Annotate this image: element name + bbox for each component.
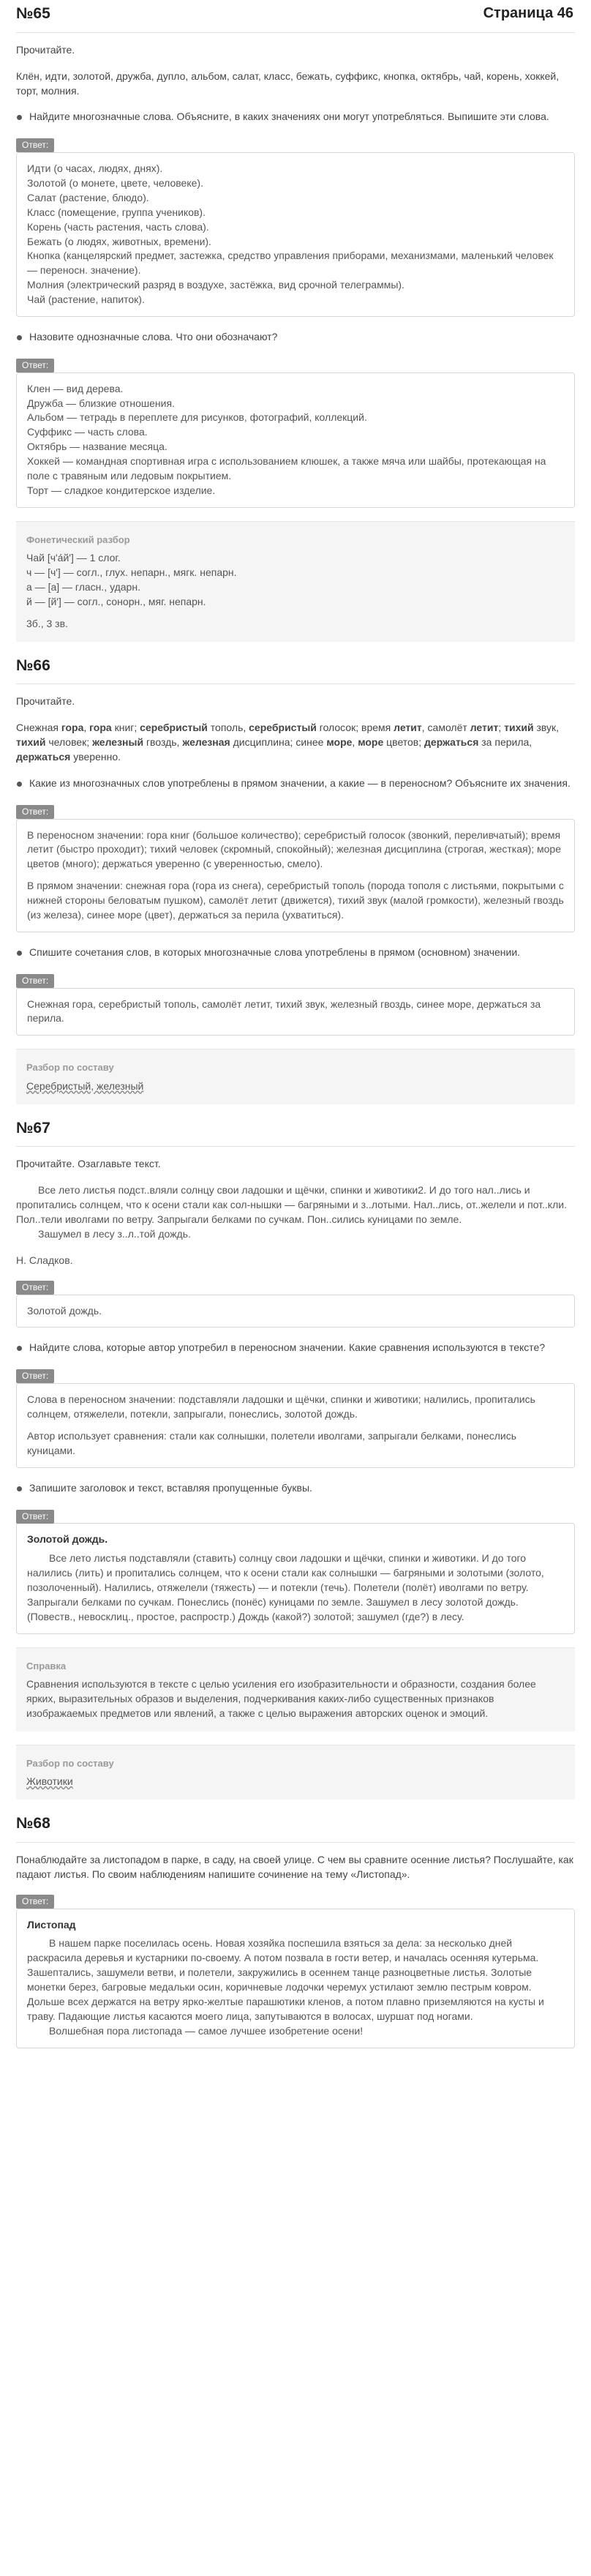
answer-label: Ответ: <box>16 974 54 988</box>
morpheme-analysis <box>16 1745 575 1800</box>
phonetic-line: Чай [ч'а́й'] — 1 слог. <box>26 552 121 564</box>
morpheme-words: Серебристый, железный <box>26 1079 144 1092</box>
answer-paragraph: В прямом значении: снежная гора (гора из снега), серебристый тополь (порода тополя с листьями, покрытыми с нижней стороны беловатым пушком), самолёт летит (движется), тихий звук (малой громкости), железный гвоздь (из железа), синее море (цвет), держаться за перила (ухватиться). <box>27 880 564 921</box>
answer-paragraph: Золотой дождь. <box>27 1304 102 1317</box>
page-number: Страница 46 <box>483 5 573 21</box>
exercise-67 <box>16 1117 575 1800</box>
answer-label: Ответ: <box>16 138 54 152</box>
exercise-67-answer-2 <box>16 1523 575 1633</box>
text-paragraph: Все лето листья подст..вляли солнцу свои ладошки и щёчки, спинки и животики2. И до того нал..лись и пропитались солнцем, что к осени стали как сол-нышки — багряными и з..лотыми. Нал..лись, от..желели и пот..кли. Пол..тели иволгами по ветру. Запрыгали белками по сучкам. Пон..сились куницами по земле. <box>16 1184 567 1226</box>
answer-label: Ответ: <box>16 359 54 372</box>
exercise-67-question-2: Запишите заголовок и текст, вставляя пропущенные буквы. <box>16 1481 575 1496</box>
exercise-66-prompt: Прочитайте. <box>16 695 75 708</box>
answer-line: Хоккей — командная спортивная игра с использованием клюшек, а также мяча или шайбы, протекающая на поле с травяным или ледовым покрытием. <box>27 455 546 482</box>
answer-line: Бежать (о людях, животных, времени). <box>27 235 211 247</box>
answer-line: Альбом — тетрадь в переплете для рисунков, фотографий, коллекций. <box>27 411 367 424</box>
answer-line: Идти (о часах, людях, днях). <box>27 162 163 175</box>
exercise-67-title: №67 <box>16 1119 50 1137</box>
morpheme-words: Животики <box>26 1775 73 1788</box>
answer-line: Молния (электрический разряд в воздухе, застёжка, вид срочной телеграммы). <box>27 279 404 291</box>
exercise-67-prompt: Прочитайте. Озаглавьте текст. <box>16 1158 161 1170</box>
answer-line: Кнопка (канцелярский предмет, застежка, средство управления приборами, механизмами, маленький человек — переносн. значение). <box>27 250 554 277</box>
phonetic-spacer <box>26 610 565 617</box>
morpheme-analysis <box>16 1049 575 1104</box>
exercise-68-answer <box>16 1909 575 2048</box>
exercise-65-answer-1 <box>16 152 575 317</box>
answer-paragraph: Автор использует сравнения: стали как солнышки, полетели иволгами, запрыгали белками, понеслись куницами. <box>27 1429 517 1456</box>
answer-line: Клен — вид дерева. <box>27 382 124 394</box>
answer-line: Суффикс — часть слова. <box>27 426 148 438</box>
divider <box>16 1146 575 1147</box>
answer-label: Ответ: <box>16 1281 54 1295</box>
answer-paragraph: Волшебная пора листопада — самое лучшее изобретение осени! <box>49 2024 364 2037</box>
answer-line: Салат (растение, блюдо). <box>27 191 149 203</box>
exercise-68 <box>16 1813 575 2048</box>
exercise-65-prompt: Прочитайте. <box>16 43 75 56</box>
exercise-65 <box>16 0 575 642</box>
divider <box>16 1842 575 1843</box>
divider <box>16 32 575 33</box>
exercise-66 <box>16 655 575 1104</box>
phonetic-line: 3б., 3 зв. <box>26 617 68 629</box>
answer-paragraph: В переносном значении: гора книг (большое количество); серебристый голосок (звонкий, переливчатый); время летит (быстро проходит); тихий человек (скромный, спокойный); железная дисциплина (строгая, жесткая); море цветов (много); держаться уверенно (с уверенностью, смело). <box>27 828 561 870</box>
phonetic-analysis-title: Фонетический разбор <box>26 533 130 545</box>
reference-section <box>16 1647 575 1731</box>
exercise-68-prompt: Понаблюдайте за листопадом в парке, в саду, на своей улице. С чем вы сравните осенние листья? Послушайте, как падают листья. По своим наблюдениям напишите сочинение на тему «Листопад». <box>16 1853 573 1880</box>
morpheme-analysis-title: Разбор по составу <box>26 1062 114 1074</box>
exercise-67-answer-1 <box>16 1383 575 1468</box>
answer-line: Класс (помещение, группа учеников). <box>27 206 206 218</box>
text-paragraph: Зашумел в лесу з..л..той дождь. <box>38 1227 191 1240</box>
exercise-67-text <box>16 1183 575 1242</box>
exercise-66-question-2: Спишите сочетания слов, в которых многозначные слова употреблены в прямом (основном) значении. <box>16 946 575 960</box>
answer-line: Дружба — близкие отношения. <box>27 397 175 409</box>
answer-paragraph: Все лето листья подставляли (ставить) солнцу свои ладошки и щёчки, спинки и животики. И до того налились (лить) и пропитались солнцем, что к осени стали как солнышки — багряными и золотыми (золото, позолоченный). Налились, отяжелели (тяжесть) — и потекли (течь). Полетели (полёт) иволгами по ветру. Запрыгали белками по сучкам. Понеслись (понёс) куницами по земле. Зашумел в лесу золотой дождь. (Повеств., невосклиц., простое, распростр.) Дождь (какой?) золотой; зашумел (где?) в лесу. <box>27 1552 544 1622</box>
exercise-67-answer-title <box>16 1295 575 1328</box>
answer-line: Золотой (о монете, цвете, человеке). <box>27 177 203 190</box>
answer-line: Корень (часть растения, часть слова). <box>27 220 209 233</box>
exercise-65-words: Клён, идти, золотой, дружба, дупло, альбом, салат, класс, бежать, суффикс, кнопка, октябрь, чай, корень, хоккей, торт, молния. <box>16 70 560 97</box>
exercise-65-answer-2 <box>16 372 575 508</box>
exercise-66-title: №66 <box>16 656 50 674</box>
exercise-65-question-2: Назовите однозначные слова. Что они обозначают? <box>16 330 575 345</box>
phonetic-analysis <box>16 521 575 642</box>
answer-title: Золотой дождь. <box>27 1533 108 1546</box>
reference-title: Справка <box>26 1660 67 1671</box>
exercise-66-answer-1 <box>16 819 575 932</box>
answer-label: Ответ: <box>16 805 54 819</box>
answer-label: Ответ: <box>16 1895 54 1909</box>
answer-title: Листопад <box>27 1918 76 1931</box>
answer-line: Октябрь — название месяца. <box>27 441 167 453</box>
answer-label: Ответ: <box>16 1510 54 1524</box>
morpheme-analysis-title: Разбор по составу <box>26 1757 114 1769</box>
exercise-66-answer-2 <box>16 988 575 1036</box>
phonetic-line: й — [й'] — согл., сонорн., мяг. непарн. <box>26 595 206 607</box>
answer-paragraph: В нашем парке поселилась осень. Новая хозяйка поспешила взяться за дела: за несколько дней раскрасила деревья и кустарники по-своему. А потом позвала в гости ветер, и началась осенняя кутерьма. Зашептались, зашумели ветви, и полетели, закружились в осеннем танце разноцветные листья. Золотые монетки берез, багровые медальки осин, коричневые лодочки черемух устилают землю пестрым ковром. Дольше всех держатся на ветру ярко-желтые парашютики кленов, а потом плавно приземляются на кусты и траву. Падающие листья касаются моего лица, запутываются в волосах, шуршат под ногами. <box>27 1937 544 2022</box>
exercise-65-title: №65 <box>16 5 50 22</box>
exercise-67-question-1: Найдите слова, которые автор употребил в переносном значении. Какие сравнения используются в тексте? <box>16 1341 575 1355</box>
answer-paragraph: Слова в переносном значении: подставляли ладошки и щёчки, спинки и животики; налились, пропитались солнцем, отяжелели, потекли, запрыгали, понеслись, золотой дождь. <box>27 1393 535 1420</box>
reference-text: Сравнения используются в тексте с целью усиления его изобразительности и образности, создания более ярких, выразительных образов и выделения, подчеркивания каких-либо существенных признаков изображаемых предметов или явлений, а также с целью выражения авторских оценок и эмоций. <box>26 1678 536 1719</box>
exercise-65-question-1: Найдите многозначные слова. Объясните, в каких значениях они могут употребляться. Выпишите эти слова. <box>16 110 575 124</box>
exercise-66-question-1: Какие из многозначных слов употреблены в прямом значении, а какие — в переносном? Объясните их значения. <box>16 776 575 791</box>
answer-line: Чай (растение, напиток). <box>27 293 145 306</box>
exercise-67-author: Н. Сладков. <box>16 1254 73 1266</box>
exercise-66-text: Снежная гора, гора книг; серебристый тополь, серебристый голосок; время летит, самолёт летит; тихий звук, тихий человек; железный гвоздь, железная дисциплина; синее море, море цветов; держаться за перила, держаться уверенно. <box>16 722 560 763</box>
answer-line: Торт — сладкое кондитерское изделие. <box>27 484 216 496</box>
answer-paragraph: Снежная гора, серебристый тополь, самолёт летит, тихий звук, железный гвоздь, синее море, держаться за перила. <box>27 997 541 1025</box>
phonetic-line: а — [а] — гласн., ударн. <box>26 580 140 593</box>
answer-label: Ответ: <box>16 1369 54 1383</box>
phonetic-line: ч — [ч'] — согл., глух. непарн., мягк. непарн. <box>26 566 237 579</box>
exercise-68-title: №68 <box>16 1815 50 1832</box>
